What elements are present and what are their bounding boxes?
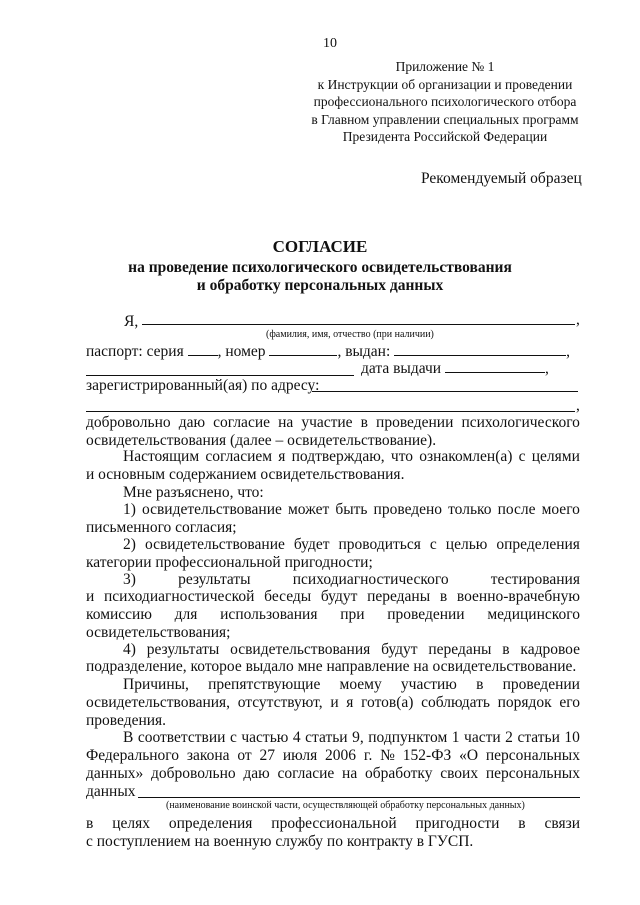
address-field[interactable] (312, 391, 578, 392)
unit-name-field[interactable] (138, 797, 580, 798)
address-field-2[interactable] (86, 411, 575, 412)
appendix-line: в Главном управлении специальных программ (311, 111, 579, 127)
p4-line-3: проведения. (86, 712, 167, 729)
p5-line-2: Федерального закона от 27 июля 2006 г. № 152-ФЗ «О персональных (86, 747, 580, 764)
title-line-2: на проведение психологического освидетельствования (128, 259, 512, 276)
appendix-line: к Инструкции об организации и проведении (317, 76, 573, 92)
p1-line-1: добровольно даю согласие на участие в проведении психологического (86, 414, 580, 431)
issued-label: , выдан: (337, 343, 391, 360)
appendix-line: профессионального психологического отбора (313, 94, 577, 109)
comma: , (544, 360, 549, 377)
passport-series-label: паспорт: серия (86, 343, 184, 360)
p5-line-3: данных» добровольно даю согласие на обработку своих персональных (86, 765, 580, 782)
issue-date-field[interactable] (445, 360, 545, 373)
item3-line-2: и психодиагностической беседы будут переданы в военно-врачебную (86, 588, 580, 605)
fio-hint: (фамилия, имя, отчество (при наличии) (266, 329, 434, 340)
comma: , (576, 397, 580, 414)
issue-date-line (361, 360, 549, 378)
p6-line-2: с поступлением на военную службу по контракту в ГУСП. (86, 833, 474, 850)
passport-number-label: , номер (217, 343, 266, 360)
appendix-line: Президента Российской Федерации (342, 129, 548, 144)
appendix-header (300, 58, 590, 146)
item4-line-2: подразделение, которое выдало мне направление на освидетельствование. (86, 658, 577, 675)
item3-line-3: комиссию для использования при проведении медицинского (86, 606, 580, 623)
p5-line-1: В соответствии с частью 4 статьи 9, подпунктом 1 части 2 статьи 10 (123, 729, 580, 746)
item3-line-1: 3) результаты психодиагностического тестирования (123, 571, 580, 588)
p1-line-2: освидетельствования (далее – освидетельствование). (86, 432, 437, 449)
item2-line-1: 2) освидетельствование будет проводиться с целью определения (123, 536, 580, 553)
fio-field[interactable] (142, 324, 575, 325)
page-number: 10 (323, 36, 337, 51)
p6-line-1: в целях определения профессиональной пригодности в связи (86, 815, 580, 832)
i-label: Я, (124, 313, 139, 330)
comma: , (566, 343, 571, 360)
recommended-sample: Рекомендуемый образец (421, 170, 582, 187)
p3-line: Мне разъяснено, что: (123, 484, 264, 501)
issued-by-field[interactable] (394, 343, 566, 356)
p4-line-1: Причины, препятствующие моему участию в проведении (123, 676, 580, 693)
title-main: СОГЛАСИЕ (272, 237, 368, 256)
passport-line (86, 343, 570, 361)
issued-by-field-2[interactable] (86, 375, 354, 376)
item3-line-4: освидетельствования; (86, 624, 231, 641)
item2-line-2: категории профессиональной пригодности; (86, 554, 373, 571)
title-line-3: и обработку персональных данных (196, 277, 444, 294)
item4-line-1: 4) результаты освидетельствования будут переданы в кадровое (123, 641, 580, 658)
p2-line-1: Настоящим согласием я подтверждаю, что ознакомлен(а) с целями (123, 448, 580, 465)
registered-label: зарегистрированный(ая) по адресу: (86, 377, 320, 394)
p2-line-2: и основным содержанием освидетельствования. (86, 466, 405, 483)
item1-line-1: 1) освидетельствование может быть проведено только после моего (123, 501, 580, 518)
appendix-line: Приложение № 1 (395, 59, 495, 74)
p4-line-2: освидетельствования, отсутствуют, и я готов(а) соблюдать порядок его (86, 694, 580, 711)
unit-hint: (наименование воинской части, осуществляющей обработку персональных данных) (166, 800, 525, 811)
p5-line-4: данных (86, 783, 136, 800)
passport-number-field[interactable] (269, 343, 337, 356)
issue-date-label: дата выдачи (361, 360, 442, 377)
item1-line-2: письменного согласия; (86, 519, 237, 536)
passport-series-field[interactable] (188, 343, 218, 356)
comma: , (576, 311, 580, 328)
